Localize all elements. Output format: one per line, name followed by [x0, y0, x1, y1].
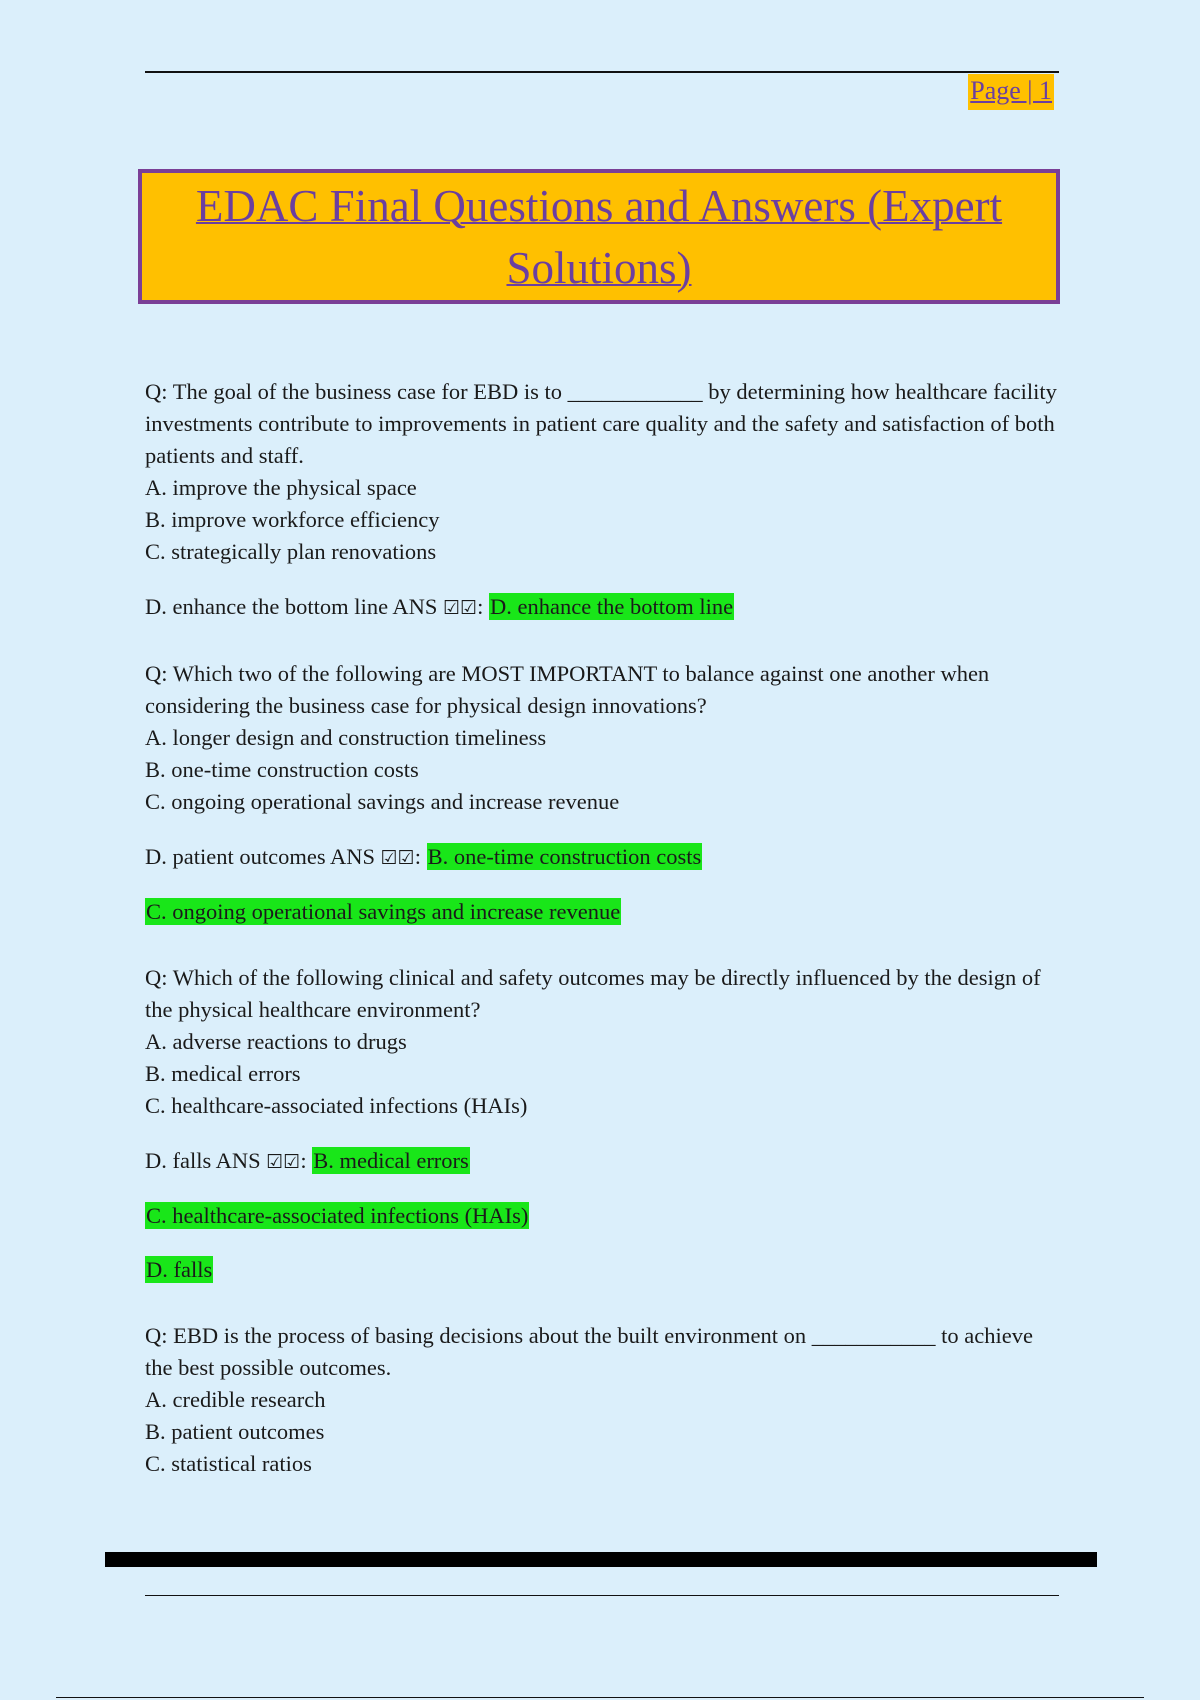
- option-b: B. improve workforce efficiency: [145, 507, 440, 532]
- answer-highlight: D. enhance the bottom line: [490, 594, 734, 619]
- question-4: [145, 1320, 1065, 1480]
- option-d: D. falls ANS: [145, 1148, 261, 1173]
- answer-highlight: B. medical errors: [313, 1148, 469, 1173]
- option-b: B. one-time construction costs: [145, 757, 419, 782]
- question-stem: Q: Which two of the following are MOST IMPORTANT to balance against one another when considering the business case for physical design innovations?: [145, 661, 990, 718]
- question-stem: Q: The goal of the business case for EBD is to ____________ by determining how healthcare facility investments contribute to improvements in patient care quality and the safety and satisfaction of both patients and staff.: [145, 379, 1057, 468]
- footer-rule: [145, 1595, 1059, 1596]
- option-c: C. healthcare-associated infections (HAIs): [145, 1093, 528, 1118]
- question-3: [145, 962, 1065, 1286]
- question-list: [145, 376, 1065, 1480]
- answer-highlight: C. healthcare-associated infections (HAIs): [146, 1203, 529, 1228]
- title-box: [138, 169, 1060, 304]
- option-c: C. strategically plan renovations: [145, 539, 437, 564]
- option-c: C. statistical ratios: [145, 1451, 312, 1476]
- answer-line: D. patient outcomes ANS ☑☑: B. one-time construction costs: [145, 844, 702, 869]
- option-a: A. longer design and construction timeliness: [145, 725, 547, 750]
- question-2: [145, 658, 1065, 928]
- option-a: A. adverse reactions to drugs: [145, 1029, 407, 1054]
- header-rule: [145, 71, 1059, 73]
- option-d: D. enhance the bottom line ANS: [145, 594, 438, 619]
- question-1: [145, 376, 1065, 624]
- answer-highlight: D. falls: [146, 1257, 213, 1282]
- page-bottom-rule: [56, 1697, 1144, 1698]
- check-icon: ☑☑: [443, 597, 478, 619]
- answer-extra: [145, 1254, 1065, 1286]
- footer-bar: [105, 1552, 1097, 1567]
- question-stem: Q: EBD is the process of basing decisions about the built environment on ___________ to achieve the best possible outcomes.: [145, 1323, 1033, 1380]
- answer-line: D. enhance the bottom line ANS ☑☑: D. enhance the bottom line: [145, 594, 734, 619]
- check-icon: ☑☑: [380, 847, 415, 869]
- option-b: B. medical errors: [145, 1061, 301, 1086]
- question-stem: Q: Which of the following clinical and safety outcomes may be directly influenced by the design of the physical healthcare environment?: [145, 965, 1041, 1022]
- answer-highlight: B. one-time construction costs: [427, 844, 702, 869]
- option-a: A. improve the physical space: [145, 475, 417, 500]
- answer-extra: [145, 896, 1065, 928]
- option-a: A. credible research: [145, 1387, 326, 1412]
- answer-extra: [145, 1200, 1065, 1232]
- page-number: Page | 1: [968, 74, 1054, 110]
- option-c: C. ongoing operational savings and increase revenue: [145, 789, 620, 814]
- option-d: D. patient outcomes ANS: [145, 844, 375, 869]
- option-b: B. patient outcomes: [145, 1419, 325, 1444]
- answer-highlight: C. ongoing operational savings and increase revenue: [146, 899, 621, 924]
- check-icon: ☑☑: [266, 1151, 301, 1173]
- document-title: EDAC Final Questions and Answers (Expert Solutions): [195, 180, 1003, 293]
- answer-line: D. falls ANS ☑☑: B. medical errors: [145, 1148, 469, 1173]
